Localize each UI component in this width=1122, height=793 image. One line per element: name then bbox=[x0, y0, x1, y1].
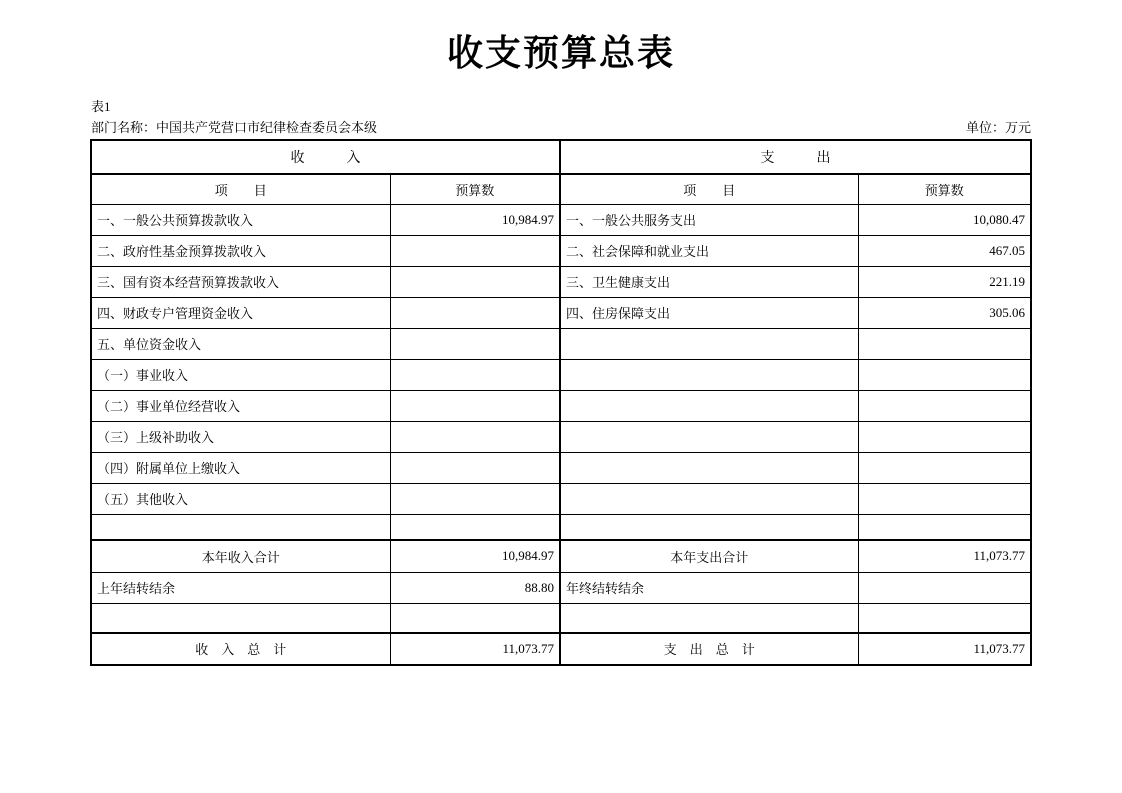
expense-value-cell bbox=[858, 483, 1031, 514]
expense-subtotal-label: 本年支出合计 bbox=[560, 540, 858, 573]
income-value-cell: 10,984.97 bbox=[390, 204, 560, 235]
income-item-cell: 五、单位资金收入 bbox=[91, 328, 390, 359]
expense-item-column-header: 项 目 bbox=[560, 174, 858, 205]
expense-item-cell bbox=[560, 328, 858, 359]
expense-item-cell: 二、社会保障和就业支出 bbox=[560, 235, 858, 266]
expense-value-cell bbox=[858, 328, 1031, 359]
expense-value-cell bbox=[858, 421, 1031, 452]
column-header-row bbox=[91, 174, 1031, 205]
table-row bbox=[91, 266, 1031, 297]
expense-value-cell bbox=[858, 514, 1031, 540]
income-item-cell bbox=[91, 603, 390, 633]
expense-value-cell bbox=[858, 359, 1031, 390]
table-row bbox=[91, 204, 1031, 235]
income-item-cell: 四、财政专户管理资金收入 bbox=[91, 297, 390, 328]
expense-section-header: 支 出 bbox=[560, 140, 1031, 174]
income-value-cell bbox=[390, 421, 560, 452]
expense-item-cell bbox=[560, 514, 858, 540]
subtotal-row bbox=[91, 540, 1031, 573]
expense-total-label: 支 出 总 计 bbox=[560, 633, 858, 665]
income-section-header: 收 入 bbox=[91, 140, 560, 174]
expense-item-cell bbox=[560, 421, 858, 452]
expense-value-cell bbox=[858, 390, 1031, 421]
income-carryover-label: 上年结转结余 bbox=[91, 572, 390, 603]
income-value-cell bbox=[390, 483, 560, 514]
income-value-cell bbox=[390, 297, 560, 328]
budget-table bbox=[90, 139, 1032, 666]
total-row bbox=[91, 633, 1031, 665]
expense-item-cell: 一、一般公共服务支出 bbox=[560, 204, 858, 235]
expense-item-cell bbox=[560, 603, 858, 633]
expense-item-cell: 四、住房保障支出 bbox=[560, 297, 858, 328]
page-title: 收支预算总表 bbox=[446, 33, 675, 73]
table-note: 表1 bbox=[91, 98, 111, 114]
expense-total-value: 11,073.77 bbox=[858, 633, 1031, 665]
expense-carryover-label: 年终结转结余 bbox=[560, 572, 858, 603]
income-total-label: 收 入 总 计 bbox=[91, 633, 390, 665]
income-value-cell bbox=[390, 359, 560, 390]
table-row bbox=[91, 297, 1031, 328]
expense-value-cell: 467.05 bbox=[858, 235, 1031, 266]
income-value-cell bbox=[390, 603, 560, 633]
expense-subtotal-value: 11,073.77 bbox=[858, 540, 1031, 573]
expense-budget-column-header: 预算数 bbox=[858, 174, 1031, 205]
expense-item-cell bbox=[560, 359, 858, 390]
expense-value-cell: 221.19 bbox=[858, 266, 1031, 297]
table-row bbox=[91, 328, 1031, 359]
table-row bbox=[91, 514, 1031, 540]
income-value-cell bbox=[390, 514, 560, 540]
income-item-cell: 一、一般公共预算拨款收入 bbox=[91, 204, 390, 235]
table-row bbox=[91, 452, 1031, 483]
department-name: 部门名称：中国共产党营口市纪律检查委员会本级 bbox=[91, 120, 378, 136]
income-subtotal-value: 10,984.97 bbox=[390, 540, 560, 573]
income-budget-column-header: 预算数 bbox=[390, 174, 560, 205]
income-value-cell bbox=[390, 452, 560, 483]
expense-value-cell bbox=[858, 603, 1031, 633]
table-meta bbox=[91, 98, 1031, 137]
income-item-cell: （四）附属单位上缴收入 bbox=[91, 452, 390, 483]
section-header-row bbox=[91, 140, 1031, 174]
income-item-column-header: 项 目 bbox=[91, 174, 390, 205]
expense-value-cell bbox=[858, 452, 1031, 483]
expense-value-cell: 10,080.47 bbox=[858, 204, 1031, 235]
table-row bbox=[91, 235, 1031, 266]
income-value-cell bbox=[390, 390, 560, 421]
income-item-cell: （一）事业收入 bbox=[91, 359, 390, 390]
income-item-cell bbox=[91, 514, 390, 540]
income-item-cell: （三）上级补助收入 bbox=[91, 421, 390, 452]
income-item-cell: 二、政府性基金预算拨款收入 bbox=[91, 235, 390, 266]
table-row bbox=[91, 390, 1031, 421]
expense-value-cell: 305.06 bbox=[858, 297, 1031, 328]
expense-item-cell bbox=[560, 483, 858, 514]
table-row bbox=[91, 603, 1031, 633]
income-subtotal-label: 本年收入合计 bbox=[91, 540, 390, 573]
carryover-row bbox=[91, 572, 1031, 603]
income-item-cell: （五）其他收入 bbox=[91, 483, 390, 514]
income-value-cell bbox=[390, 235, 560, 266]
income-value-cell bbox=[390, 328, 560, 359]
income-carryover-value: 88.80 bbox=[390, 572, 560, 603]
table-row bbox=[91, 421, 1031, 452]
meta-line bbox=[91, 119, 1031, 137]
expense-item-cell bbox=[560, 452, 858, 483]
table-row bbox=[91, 483, 1031, 514]
income-item-cell: （二）事业单位经营收入 bbox=[91, 390, 390, 421]
income-item-cell: 三、国有资本经营预算拨款收入 bbox=[91, 266, 390, 297]
table-row bbox=[91, 359, 1031, 390]
expense-item-cell: 三、卫生健康支出 bbox=[560, 266, 858, 297]
expense-carryover-value bbox=[858, 572, 1031, 603]
income-total-value: 11,073.77 bbox=[390, 633, 560, 665]
unit-label: 单位：万元 bbox=[965, 120, 1031, 136]
income-value-cell bbox=[390, 266, 560, 297]
expense-item-cell bbox=[560, 390, 858, 421]
